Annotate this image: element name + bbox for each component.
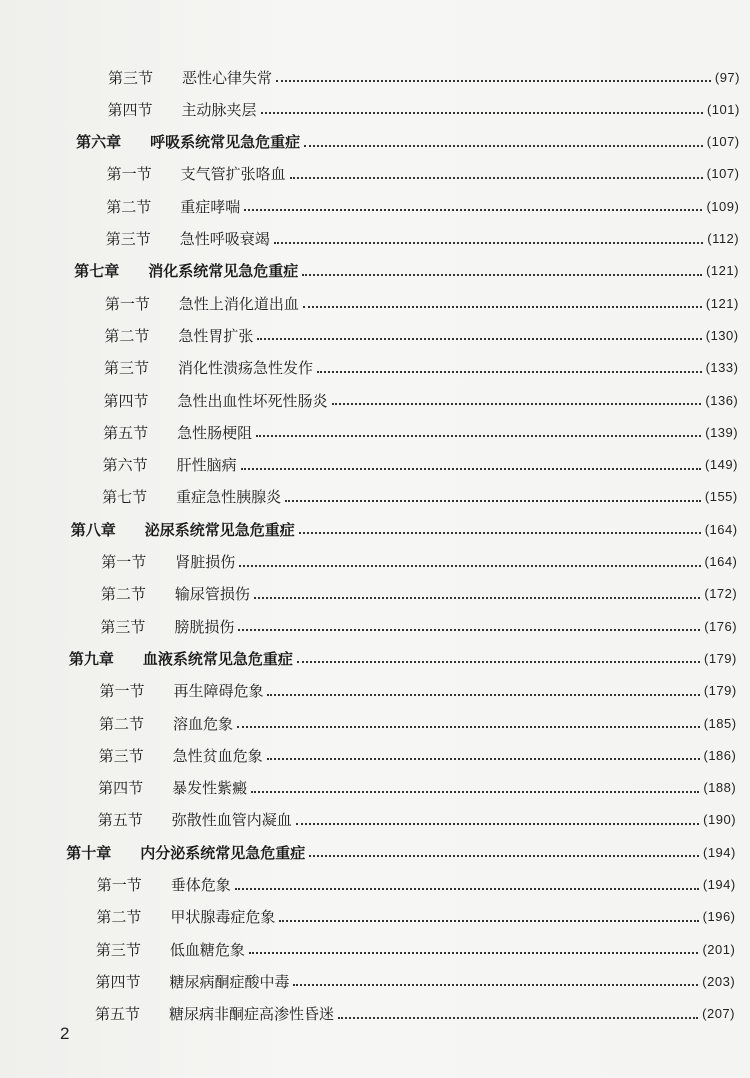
toc-entry-title: 消化系统常见急危重症 — [148, 262, 299, 281]
dot-leader — [302, 260, 702, 276]
toc-entry-number: 第五节 — [97, 811, 143, 830]
toc-entry-page: (133) — [705, 360, 739, 376]
toc-entry-page: (107) — [706, 134, 740, 150]
toc-chapter-entry[interactable] — [66, 837, 736, 867]
toc-entry-number: 第四节 — [95, 972, 141, 991]
toc-entry-page: (139) — [705, 424, 739, 440]
toc-entry-title: 急性呼吸衰竭 — [179, 230, 270, 248]
toc-entry-page: (164) — [704, 521, 738, 537]
dot-leader — [274, 228, 703, 244]
toc-section-entry[interactable] — [106, 191, 739, 221]
toc-entry-number: 第二节 — [99, 714, 145, 733]
toc-section-entry[interactable] — [103, 417, 738, 447]
toc-entry-title: 弥散性血管内凝血 — [171, 811, 292, 830]
toc-section-entry[interactable] — [96, 934, 735, 964]
toc-entry-title: 重症急性胰腺炎 — [176, 488, 282, 507]
toc-section-entry[interactable] — [98, 773, 736, 803]
toc-entry-title: 暴发性紫癜 — [172, 779, 248, 798]
toc-entry-title: 恶性心律失常 — [182, 68, 273, 87]
toc-entry-title: 急性胃扩张 — [178, 326, 254, 345]
toc-section-entry[interactable] — [95, 999, 735, 1029]
toc-entry-title: 重症哮喘 — [180, 197, 241, 216]
dot-leader — [293, 970, 698, 986]
toc-section-entry[interactable] — [100, 611, 737, 641]
toc-entry-number: 第三节 — [103, 359, 149, 378]
toc-entry-title: 急性贫血危象 — [172, 746, 263, 765]
toc-section-entry[interactable] — [107, 159, 740, 189]
toc-entry-title: 呼吸系统常见急危重症 — [150, 133, 301, 152]
toc-entry-number: 第四节 — [98, 779, 144, 798]
toc-entry-page: (112) — [707, 231, 740, 246]
toc-section-entry[interactable] — [97, 870, 736, 900]
toc-entry-number: 第三节 — [105, 230, 151, 248]
toc-entry-number: 第一节 — [99, 682, 145, 701]
toc-entry-title: 支气管扩张咯血 — [180, 165, 286, 184]
toc-section-entry[interactable] — [99, 676, 736, 706]
toc-entry-page: (109) — [706, 198, 740, 214]
toc-entry-title: 内分泌系统常见急危重症 — [140, 843, 306, 862]
toc-section-entry[interactable] — [108, 62, 740, 92]
toc-entry-title: 肝性脑病 — [176, 456, 237, 475]
toc-entry-page: (121) — [706, 263, 739, 279]
dot-leader — [303, 292, 702, 308]
toc-entry-title: 膀胱损伤 — [174, 617, 235, 636]
dot-leader — [261, 98, 703, 114]
dot-leader — [338, 1003, 698, 1019]
dot-leader — [317, 357, 702, 373]
toc-entry-number: 第三节 — [95, 940, 141, 959]
toc-entry-number: 第七节 — [102, 488, 148, 507]
toc-entry-number: 第九章 — [68, 649, 114, 668]
toc-entry-number: 第二节 — [100, 585, 146, 604]
dot-leader — [251, 777, 699, 793]
toc-entry-title: 垂体危象 — [170, 876, 231, 894]
dot-leader — [279, 906, 698, 922]
toc-entry-page: (172) — [704, 586, 738, 602]
toc-section-entry[interactable] — [104, 353, 738, 383]
toc-chapter-entry[interactable] — [76, 127, 740, 157]
toc-chapter-entry[interactable] — [71, 514, 738, 544]
toc-entry-title: 肾脏损伤 — [175, 553, 236, 571]
toc-entry-title: 泌尿系统常见急危重症 — [144, 520, 295, 539]
toc-entry-number: 第三节 — [98, 746, 144, 765]
toc-entry-number: 第五节 — [95, 1005, 141, 1024]
dot-leader — [276, 66, 711, 82]
toc-entry-title: 糖尿病酮症酸中毒 — [169, 972, 290, 991]
toc-entry-page: (130) — [705, 327, 739, 343]
dot-leader — [309, 841, 699, 857]
toc-entry-page: (201) — [702, 941, 736, 957]
toc-entry-page: (121) — [705, 295, 739, 311]
toc-section-entry[interactable] — [101, 579, 737, 609]
dot-leader — [299, 518, 701, 534]
toc-section-entry[interactable] — [103, 450, 738, 480]
toc-section-entry[interactable] — [98, 805, 736, 835]
toc-section-entry[interactable] — [104, 320, 738, 350]
toc-entry-number: 第二节 — [96, 908, 142, 927]
toc-entry-number: 第十章 — [66, 843, 112, 862]
toc-entry-page: (176) — [704, 618, 738, 634]
dot-leader — [239, 551, 700, 567]
toc-entry-number: 第一节 — [96, 876, 142, 894]
dot-leader — [304, 131, 703, 147]
toc-entry-title: 溶血危象 — [173, 714, 234, 733]
toc-section-entry[interactable] — [95, 966, 735, 996]
dot-leader — [238, 615, 700, 631]
toc-entry-page: (136) — [705, 392, 739, 408]
toc-entry-title: 主动脉夹层 — [181, 100, 257, 119]
page-number: 2 — [60, 1024, 70, 1043]
dot-leader — [256, 421, 701, 437]
toc-entry-page: (196) — [702, 909, 736, 925]
toc-section-entry[interactable] — [99, 740, 737, 770]
toc-entry-number: 第五节 — [103, 423, 149, 442]
toc-chapter-entry[interactable] — [69, 643, 737, 673]
toc-entry-page: (194) — [702, 877, 736, 892]
toc-entry-page: (164) — [704, 554, 738, 569]
dot-leader — [285, 486, 701, 502]
toc-entry-number: 第六节 — [102, 456, 148, 475]
toc-entry-number: 第一节 — [106, 165, 152, 184]
toc-entry-page: (179) — [704, 650, 737, 666]
toc-entry-page: (149) — [705, 457, 738, 473]
toc-entry-number: 第二节 — [106, 197, 152, 216]
toc-entry-page: (107) — [706, 166, 740, 182]
toc-entry-page: (97) — [714, 69, 740, 85]
toc-entry-page: (203) — [702, 973, 736, 989]
toc-entry-page: (155) — [704, 489, 738, 505]
toc-entry-page: (101) — [706, 101, 740, 117]
toc-entry-page: (194) — [702, 844, 736, 860]
toc-entry-number: 第一节 — [101, 553, 147, 571]
toc-entry-title: 再生障碍危象 — [173, 682, 264, 701]
toc-entry-page: (207) — [702, 1006, 735, 1022]
toc-section-entry[interactable] — [102, 482, 738, 512]
toc-entry-title: 低血糖危象 — [169, 940, 245, 959]
toc-entry-title: 输尿管损伤 — [174, 585, 250, 604]
toc-entry-number: 第四节 — [103, 391, 149, 410]
toc-entry-title: 消化性溃疡急性发作 — [177, 359, 313, 378]
dot-leader — [267, 680, 699, 696]
toc-entry-number: 第六章 — [76, 133, 122, 152]
dot-leader — [244, 195, 702, 211]
toc-section-entry[interactable] — [101, 547, 737, 577]
dot-leader — [267, 744, 700, 760]
dot-leader — [257, 324, 701, 340]
toc-entry-number: 第三节 — [108, 68, 154, 87]
toc-entry-page: (179) — [703, 683, 737, 699]
toc-section-entry[interactable] — [108, 94, 740, 124]
dot-leader — [237, 712, 700, 728]
toc-entry-number: 第二节 — [104, 326, 150, 345]
toc-section-entry[interactable] — [104, 385, 739, 415]
dot-leader — [290, 163, 703, 179]
toc-entry-title: 糖尿病非酮症高渗性昏迷 — [169, 1005, 335, 1024]
toc-entry-title: 甲状腺毒症危象 — [170, 908, 276, 927]
dot-leader — [249, 938, 699, 954]
dot-leader — [332, 389, 702, 405]
toc-section-entry[interactable] — [106, 224, 739, 254]
toc-entry-number: 第四节 — [107, 100, 153, 119]
toc-entry-title: 急性肠梗阻 — [177, 423, 253, 442]
toc-entry-number: 第一节 — [104, 294, 150, 313]
toc-entry-page: (188) — [703, 780, 737, 796]
dot-leader — [235, 874, 699, 890]
dot-leader — [297, 647, 700, 663]
toc-entry-page: (185) — [703, 715, 737, 731]
dot-leader — [254, 583, 701, 599]
toc-entry-title: 急性上消化道出血 — [178, 294, 299, 313]
toc-entry-number: 第七章 — [74, 262, 120, 281]
toc-entry-page: (186) — [703, 747, 737, 763]
dot-leader — [296, 809, 699, 825]
toc-section-entry[interactable] — [99, 708, 737, 738]
toc-entry-page: (190) — [703, 812, 737, 828]
toc-section-entry[interactable] — [105, 288, 739, 318]
toc-entry-number: 第八章 — [70, 520, 116, 539]
toc-entry-number: 第三节 — [100, 617, 146, 636]
toc-section-entry[interactable] — [96, 902, 735, 932]
toc-entry-title: 血液系统常见急危重症 — [142, 649, 293, 668]
toc-chapter-entry[interactable] — [74, 256, 739, 286]
dot-leader — [241, 454, 701, 470]
toc-entry-title: 急性出血性坏死性肠炎 — [177, 391, 328, 410]
